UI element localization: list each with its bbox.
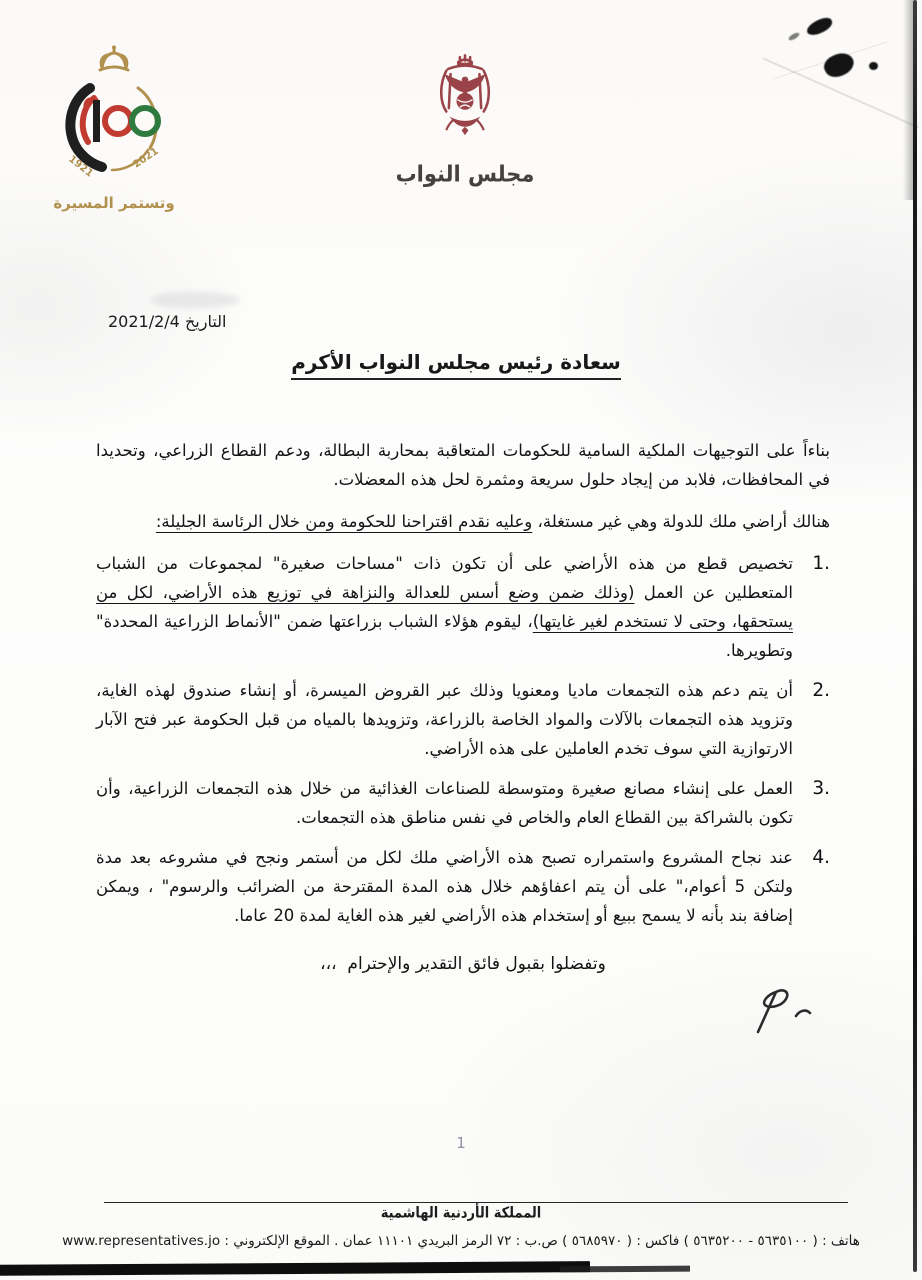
list-number-2: 2. — [812, 680, 830, 702]
footer-divider — [104, 1202, 848, 1203]
closing-salutation: وتفضلوا بقبول فائق التقدير والإحترام ،،، — [320, 954, 606, 975]
handwritten-signature-mark — [740, 982, 832, 1040]
centennial-slogan: وتستمر المسيرة — [53, 194, 175, 212]
scan-ink-blot — [869, 62, 878, 70]
list-number-3: 3. — [812, 778, 830, 800]
scan-ink-blot — [805, 15, 835, 37]
scan-ink-blot — [788, 31, 801, 41]
page-edge-line — [913, 0, 917, 1272]
hashemite-crest-icon — [422, 52, 508, 154]
list-item-4: 4. عند نجاح المشروع واستمراره تصبح هذه الأراضي ملك لكل من أستمر ونجح في مشروعه بعد مدة ولتكن 5 أعوام،" على أن يتم اعفاؤهم خلال هذه المدة المقترحة من الضرائب والرسوم" ، ويمكن إضافة بند بأنه لا يسمح ببيع أو إستخدام هذه الأراضي لغير هذه الغاية لمدة 20 عاما. — [96, 843, 830, 930]
list-item-2: 2. أن يتم دعم هذه التجمعات ماديا ومعنويا وذلك عبر القروض الميسرة، أو إنشاء صندوق لهذه الغاية، وتزويد هذه التجمعات بالآلات والمواد الخاصة بالزراعة، وتزويدها بالمياه من قبل الحكومة عبر فتح الآبار الارتوازية التي سوف تخدم العاملين على هذه الأراضي. — [96, 676, 830, 763]
centennial-100-icon — [52, 44, 176, 190]
paragraph-proposal-lead: هنالك أراضي ملك للدولة وهي غير مستغلة، وعليه نقدم اقتراحنا للحكومة ومن خلال الرئاسة الجليلة: — [155, 512, 830, 532]
parliament-name-calligraphy: مجلس النواب — [395, 161, 535, 187]
list-item-3: 3. العمل على إنشاء مصانع صغيرة ومتوسطة للصناعات الغذائية من خلال هذه التجمعات الزراعية، وأن تكون بالشراكة بين القطاع العام والخاص في نفس مناطق هذه التجمعات. — [96, 774, 830, 832]
letter-date: التاريخ 2021/2/4 — [108, 312, 227, 331]
kingdom-calligraphy: المملكة الأردنية الهاشمية — [380, 1204, 542, 1223]
svg-text:2021: 2021 — [131, 145, 161, 171]
footer-contact-line: هاتف : ( ٥٦٣٥١٠٠ - ٥٦٣٥٢٠٠ ) فاكس : ( ٥٦٨٥٩٧٠ ) ص.ب : ٧٢ الرمز البريدي ١١١٠١ عمان . الموقع الإلكتروني : www.representatives.jo — [62, 1233, 860, 1249]
page-edge-shadow — [903, 0, 913, 200]
page-number: 1 — [456, 1134, 466, 1152]
list-item-1: 1. تخصيص قطع من هذه الأراضي على أن تكون ذات "مساحات صغيرة" لمجموعات من الشباب المتعطلين عن العمل (وذلك ضمن وضع أسس للعدالة والنزاهة في توزيع هذه الأراضي، لكل من يستحقها، وحتى لا تستخدم لغير غايتها)، ليقوم هؤلاء الشباب بزراعتها ضمن "الأنماط الزراعية المحددة" وتطويرها. — [96, 549, 830, 665]
letter-title-text: سعادة رئيس مجلس النواب الأكرم — [291, 350, 621, 380]
paragraph-intro: بناءاً على التوجيهات الملكية السامية للحكومات المتعاقبة بمحاربة البطالة، ودعم القطاع الزراعي، وتحديدا في المحافظات، فلابد من إيجاد حلول سريعة ومثمرة لحل هذه المعضلات. — [96, 441, 830, 490]
scan-bottom-bar — [0, 1261, 590, 1276]
svg-text:1921: 1921 — [66, 153, 95, 180]
scan-smudge — [150, 292, 240, 308]
scan-bottom-bar — [560, 1266, 690, 1273]
royal-crest-block — [392, 52, 538, 186]
centennial-logo — [48, 44, 180, 212]
list-number-1: 1. — [812, 553, 830, 575]
list-number-4: 4. — [812, 847, 830, 869]
letter-body — [96, 436, 830, 980]
letter-title — [0, 350, 912, 380]
